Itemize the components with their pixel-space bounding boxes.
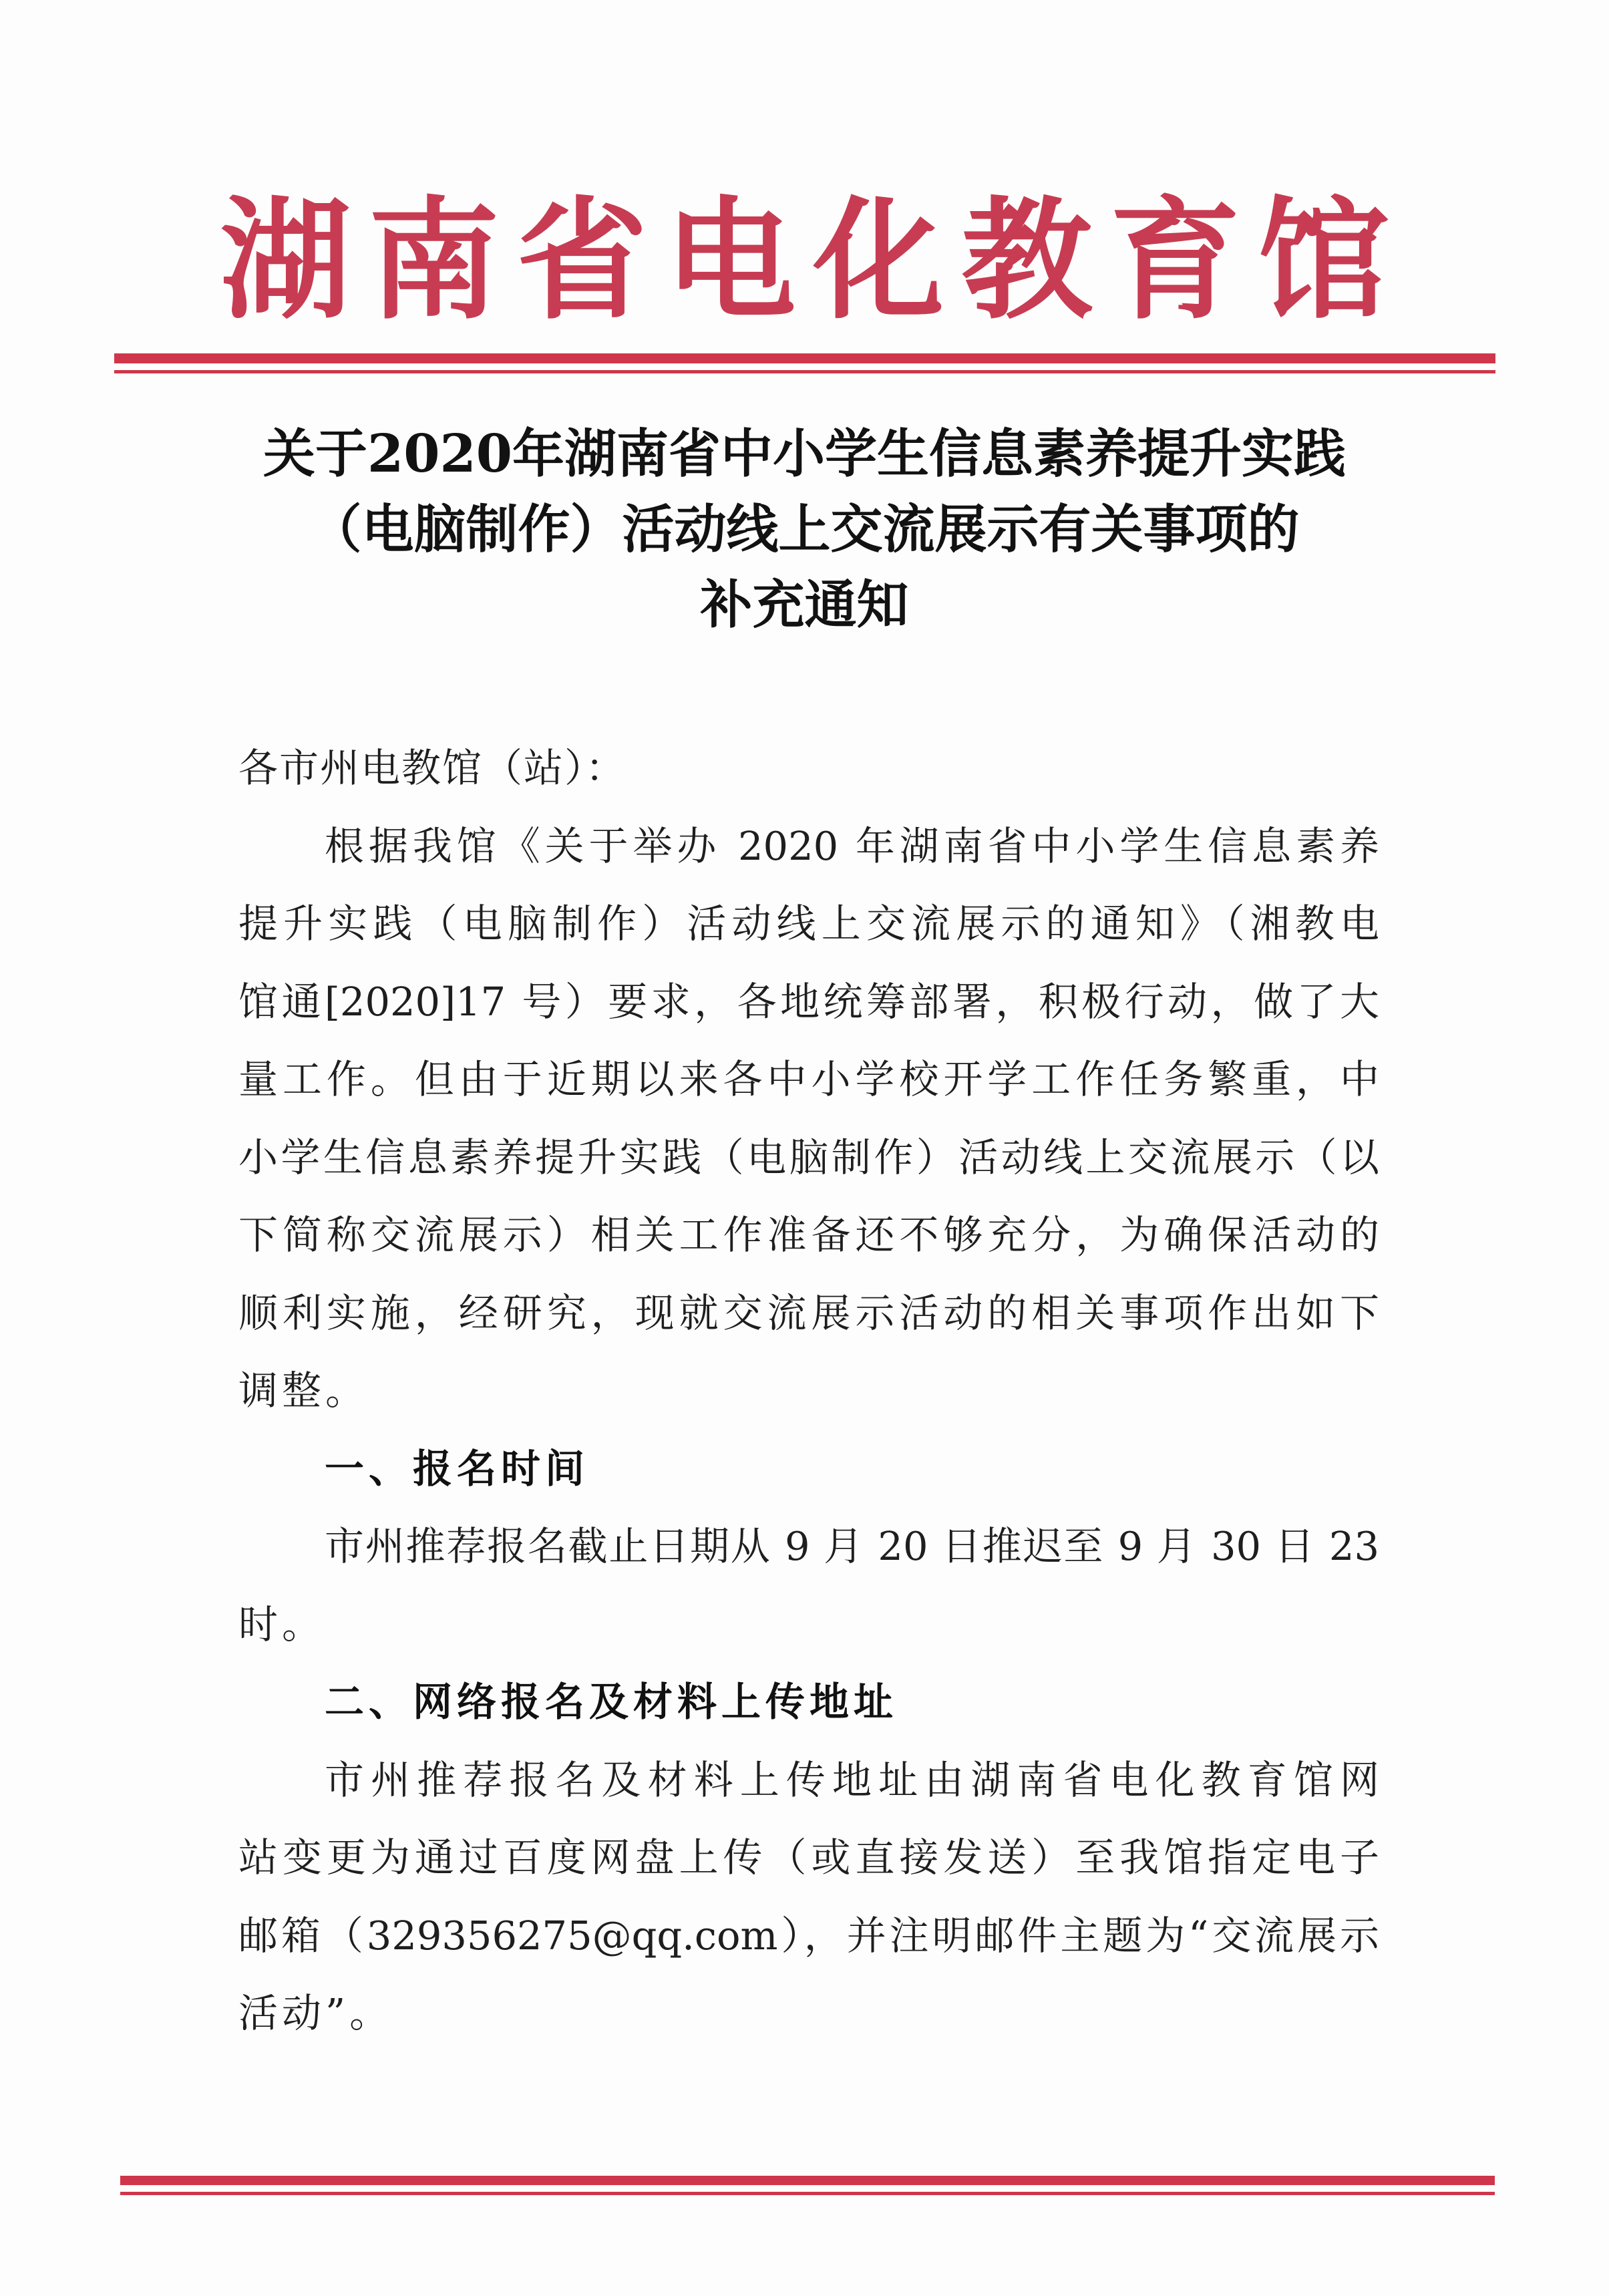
letterhead-rule-thick (114, 353, 1495, 363)
section-heading: 一、报名时间 (325, 1445, 590, 1492)
section-line: 站变更为通过百度网盘上传（或直接发送）至我馆指定电子 (238, 1834, 1379, 1880)
paragraph-line: 量工作。但由于近期以来各中小学校开学工作任务繁重，中 (238, 1056, 1379, 1102)
paragraph-line: 调整。 (238, 1367, 369, 1414)
title-line: （电脑制作）活动线上交流展示有关事项的 (309, 499, 1300, 560)
paragraph-line: 提升实践（电脑制作）活动线上交流展示的通知》（湘教电 (238, 900, 1379, 947)
section-line: 邮箱（329356275@qq.com），并注明邮件主题为“交流展示 (238, 1912, 1379, 1959)
section-line: 市州推荐报名截止日期从 9 月 20 日推迟至 9 月 30 日 23 (325, 1523, 1379, 1569)
section-line: 时。 (238, 1601, 326, 1647)
letterhead-org-name: 湖南省电化教育馆 (220, 188, 1407, 333)
footer-rule-thick (120, 2176, 1495, 2185)
paragraph-line: 小学生信息素养提升实践（电脑制作）活动线上交流展示（以 (238, 1134, 1379, 1180)
salutation: 各市州电教馆（站）： (238, 745, 627, 791)
footer-rule-thin (120, 2192, 1495, 2195)
paragraph-line: 根据我馆《关于举办 2020 年湖南省中小学生信息素养 (325, 822, 1379, 869)
section-heading: 二、网络报名及材料上传地址 (325, 1679, 898, 1725)
paragraph-line: 馆通[2020]17 号）要求，各地统筹部署，积极行动，做了大 (238, 978, 1379, 1025)
document-body (238, 729, 1379, 2053)
paragraph-line: 顺利实施，经研究，现就交流展示活动的相关事项作出如下 (238, 1289, 1379, 1336)
title-line: 补充通知 (700, 575, 909, 635)
section-line: 市州推荐报名及材料上传地址由湖南省电化教育馆网 (325, 1756, 1379, 1803)
paragraph-line: 下简称交流展示）相关工作准备还不够充分，为确保活动的 (238, 1212, 1379, 1258)
title-line: 关于2020年湖南省中小学生信息素养提升实践 (262, 424, 1347, 484)
section-line: 活动”。 (238, 1990, 393, 2036)
letterhead-rule-thin (114, 370, 1495, 373)
document-title (0, 416, 1609, 643)
